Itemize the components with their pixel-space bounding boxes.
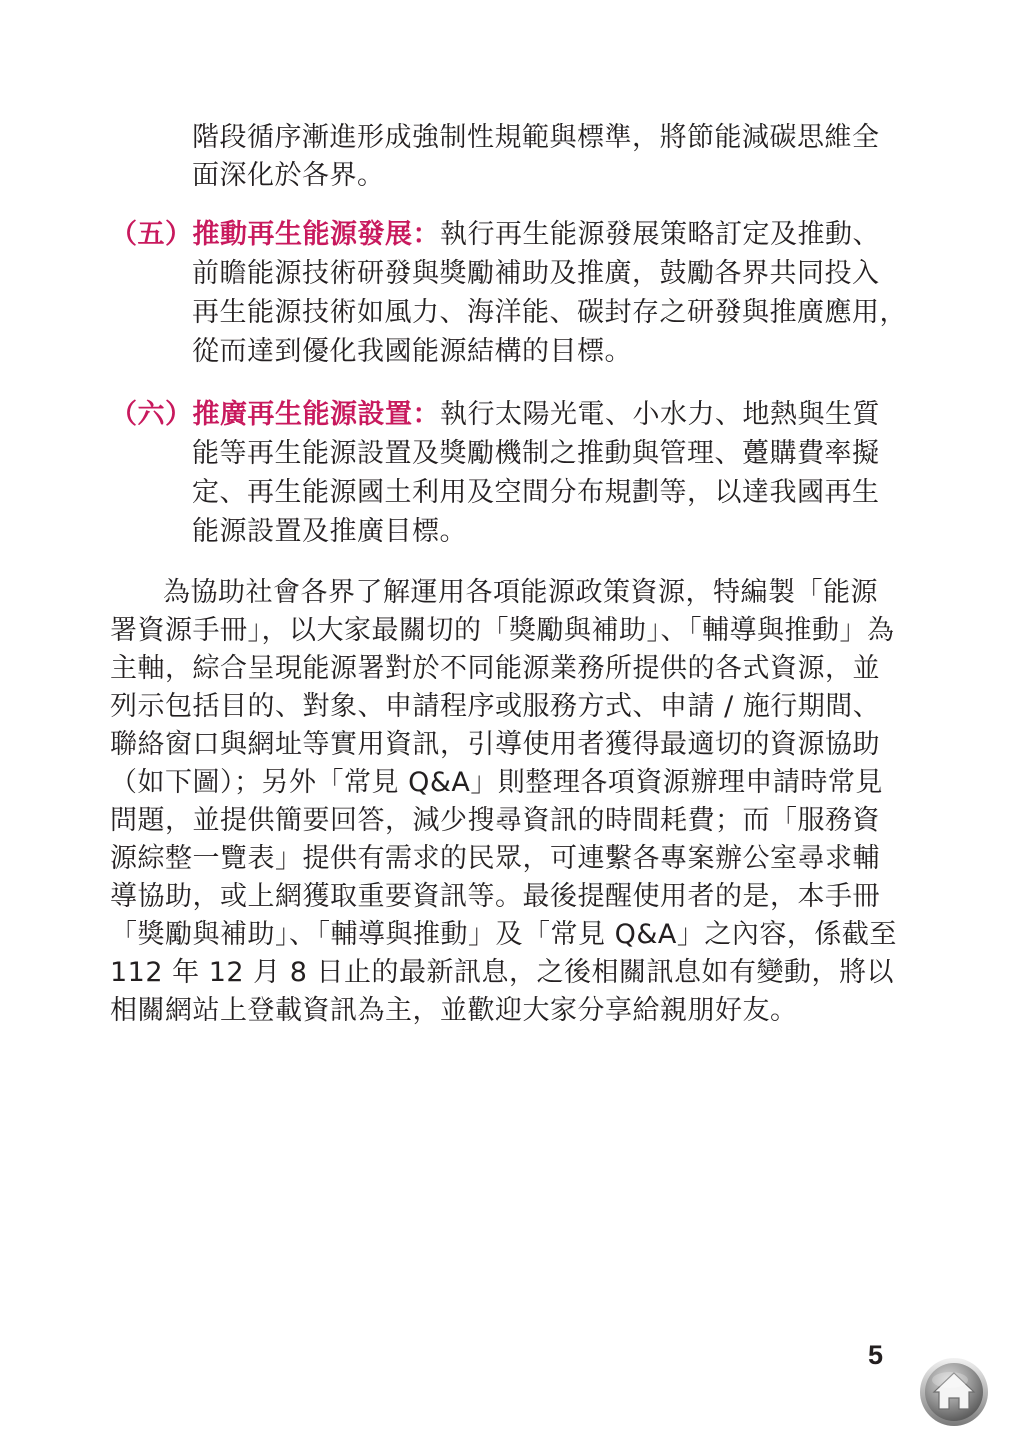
page-number: 5 (868, 1340, 884, 1370)
item-6-text: 執行太陽光電、小水力、地熱與生質 (440, 399, 880, 430)
paragraph-line: （如下圖）；另外「常見 Q&A」則整理各項資源辦理申請時常見 (110, 767, 883, 798)
body-line: 前瞻能源技術研發與獎勵補助及推廣，鼓勵各界共同投入 (192, 258, 880, 289)
paragraph-line: 問題，並提供簡要回答，減少搜尋資訊的時間耗費；而「服務資 (110, 805, 880, 836)
item-5-heading: （五）推動再生能源發展： (110, 219, 440, 250)
paragraph-line: 為協助社會各界了解運用各項能源政策資源，特編製「能源 (163, 577, 878, 608)
body-line: 能源設置及推廣目標。 (192, 516, 467, 547)
paragraph-line: 導協助，或上網獲取重要資訊等。最後提醒使用者的是，本手冊 (110, 881, 880, 912)
paragraph-line: 112 年 12 月 8 日止的最新訊息，之後相關訊息如有變動，將以 (110, 957, 894, 988)
body-line: 從而達到優化我國能源結構的目標。 (192, 336, 632, 367)
list-item-6 (110, 396, 880, 434)
paragraph-line: 相關網站上登載資訊為主，並歡迎大家分享給親朋好友。 (110, 995, 798, 1026)
item-6-heading: （六）推廣再生能源設置： (110, 399, 440, 430)
paragraph-line: 聯絡窗口與網址等實用資訊，引導使用者獲得最適切的資源協助 (110, 729, 880, 760)
home-icon (918, 1356, 990, 1428)
paragraph-line: 署資源手冊」，以大家最關切的「獎勵與補助」、「輔導與推動」為 (110, 615, 895, 646)
body-line: 能等再生能源設置及獎勵機制之推動與管理、躉購費率擬 (192, 438, 880, 469)
home-button[interactable] (918, 1356, 990, 1428)
body-line: 再生能源技術如風力、海洋能、碳封存之研發與推廣應用， (192, 297, 907, 328)
paragraph-line: 列示包括目的、對象、申請程序或服務方式、申請 / 施行期間、 (110, 691, 881, 722)
body-line: 定、再生能源國土利用及空間分布規劃等，以達我國再生 (192, 477, 880, 508)
list-item-5 (110, 216, 880, 254)
paragraph-line: 源綜整一覽表」提供有需求的民眾，可連繫各專案辦公室尋求輔 (110, 843, 880, 874)
paragraph-line: 主軸，綜合呈現能源署對於不同能源業務所提供的各式資源，並 (110, 653, 880, 684)
body-line: 面深化於各界。 (192, 160, 385, 191)
item-5-text: 執行再生能源發展策略訂定及推動、 (440, 219, 880, 250)
paragraph-line: 「獎勵與補助」、「輔導與推動」及「常見 Q&A」之內容，係截至 (110, 919, 897, 950)
body-line: 階段循序漸進形成強制性規範與標準，將節能減碳思維全 (192, 122, 880, 153)
